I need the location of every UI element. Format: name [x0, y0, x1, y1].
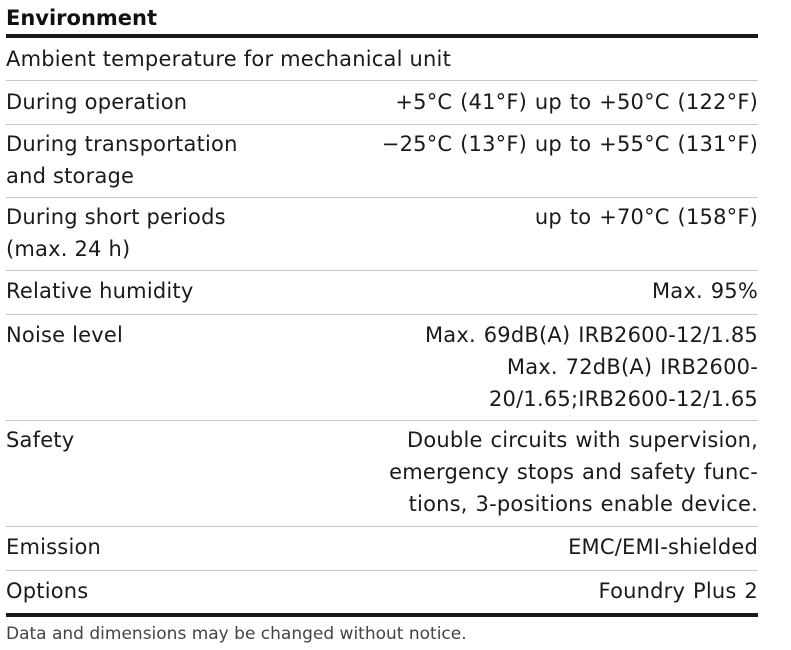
row-label: Ambient temperature for mechanical unit [6, 47, 452, 71]
row-value: −25°C (13°F) up to +55°C (131°F) [381, 132, 758, 156]
row-label: Options [6, 579, 89, 603]
row-relative-humidity [6, 271, 758, 315]
section-title: Environment [6, 6, 158, 30]
row-transportation-storage [6, 125, 758, 198]
row-value: up to +70°C (158°F) [534, 205, 758, 229]
row-value: Double circuits with supervision, emergency stops and safety func- tions, 3-positions enable device. [389, 428, 758, 516]
footnote: Data and dimensions may be changed without notice. [6, 624, 467, 644]
row-label: Emission [6, 535, 102, 559]
row-short-periods [6, 198, 758, 271]
row-label: During operation [6, 90, 188, 114]
row-label: During short periods (max. 24 h) [6, 205, 226, 261]
row-during-operation [6, 81, 758, 125]
row-value: EMC/EMI-shielded [568, 535, 758, 559]
row-ambient-temperature [6, 38, 758, 81]
row-emission [6, 527, 758, 571]
row-value: Foundry Plus 2 [598, 579, 758, 603]
environment-spec-table [6, 0, 758, 645]
row-label: Safety [6, 428, 75, 452]
row-safety [6, 421, 758, 527]
row-label: Noise level [6, 323, 124, 347]
row-options [6, 571, 758, 613]
row-label: During transportation and storage [6, 132, 238, 188]
footer-rule [6, 613, 758, 617]
row-value: +5°C (41°F) up to +50°C (122°F) [395, 90, 758, 114]
row-value: Max. 95% [651, 279, 758, 303]
row-noise-level [6, 315, 758, 421]
row-label: Relative humidity [6, 279, 194, 303]
row-value: Max. 69dB(A) IRB2600-12/1.85 Max. 72dB(A) IRB2600- 20/1.65;IRB2600-12/1.65 [424, 323, 758, 411]
